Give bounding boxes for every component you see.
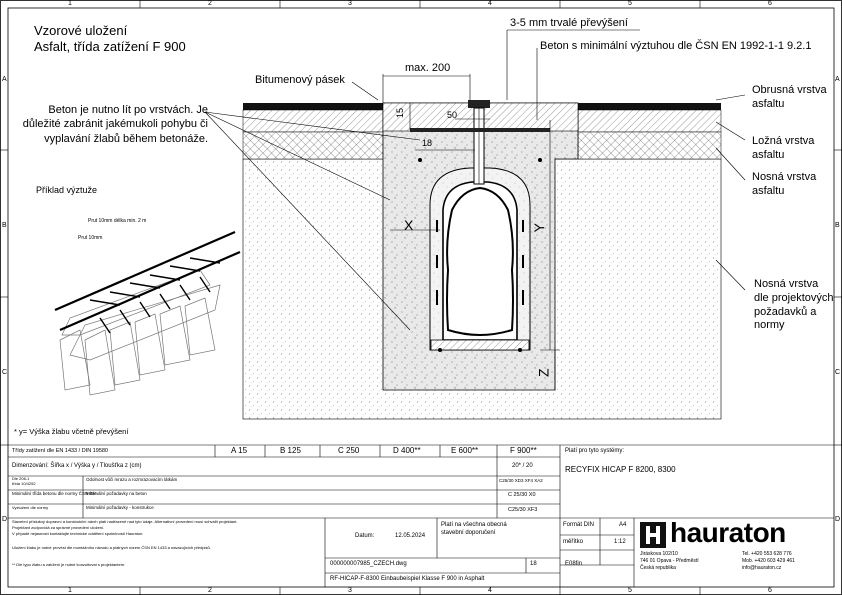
- concrete-note: Beton je nutno lít po vrstvách. Je důležité zabránit jakémukoli pohybu či vyplavání žlabů během betonáže.: [22, 104, 208, 145]
- channel-base: [431, 340, 529, 350]
- class-b125: B 125: [280, 446, 301, 455]
- row4-value: C 25/30 X0: [508, 492, 536, 498]
- subbase-label: Nosná vrstva dle projektových požadavků a normy: [754, 278, 834, 332]
- overhang-label: 3-5 mm trvalé převýšení: [510, 17, 628, 29]
- dim-15: 15: [395, 107, 406, 118]
- col-label-1: 1: [68, 0, 72, 7]
- row-label-c: C: [2, 369, 8, 376]
- valid-note: Platí na všechna obecná stavební doporučení: [441, 522, 507, 536]
- col-label-3-bottom: 3: [348, 587, 352, 594]
- note-3: V případě nejasností kontaktujte technické oddělení společnosti Hauraton.: [12, 531, 144, 536]
- class-c250: C 250: [338, 446, 360, 455]
- reference-code: E08fin: [565, 561, 583, 567]
- grating: [468, 100, 490, 108]
- reinforcement-bars: [55, 232, 240, 330]
- col-label-6-bottom: 6: [768, 587, 772, 594]
- row5-value: C25/30 XF3: [508, 507, 538, 513]
- col-label-1-bottom: 1: [68, 587, 72, 594]
- top-rebar: [410, 128, 550, 132]
- wearing-course-left: [243, 103, 383, 110]
- rebar-short-label: Prut 10mm: [78, 235, 103, 241]
- drawing-title-line2: Asfalt, třída zatížení F 900: [34, 39, 186, 54]
- binder-course-right: [578, 110, 721, 132]
- format-label: Formát DIN: [563, 522, 595, 528]
- hauraton-logo-mark: [640, 522, 666, 548]
- row4-label: Minimální třída betonu dle normy ČSN EN: [12, 491, 96, 496]
- company-email: info@hauraton.cz: [742, 565, 782, 571]
- channel-inner: [447, 188, 513, 335]
- date-label: Datum:: [355, 533, 375, 539]
- reinforcement-example-label: Příklad výztuže: [36, 185, 98, 195]
- reinforcement-sketch: [60, 270, 220, 395]
- format-value: A4: [619, 522, 627, 528]
- wearing-course-label: Obrusná vrstva asfaltu: [752, 84, 827, 110]
- base-course-right: [578, 132, 721, 159]
- dim-z: Z: [535, 368, 552, 377]
- base-course-label: Nosná vrstva asfaltu: [752, 171, 817, 197]
- class-f900: F 900**: [510, 446, 537, 455]
- row-label-d: D: [2, 516, 8, 523]
- dim-50: 50: [447, 110, 458, 120]
- footnote: * y= Výška žlabu včetně převýšení: [14, 427, 129, 436]
- drawing-title-footer: RF-HICAP-F-8300 Einbaubeispiel Klasse F 900 in Asphalt: [330, 576, 485, 582]
- f900-dimension-value: 20* / 20: [512, 463, 533, 469]
- dim-y: Y: [530, 223, 547, 233]
- col-label-4: 4: [488, 0, 492, 7]
- row4-text: Minimální požadavky na beton: [86, 491, 147, 496]
- row-label-a-right: A: [835, 76, 840, 83]
- company-mobile: Mob. +420 603 429 461: [742, 558, 795, 564]
- scale-value: 1:12: [614, 539, 626, 545]
- row-label-b: B: [2, 222, 7, 229]
- suitable-for-label: Platí pro tyto systémy:: [565, 448, 625, 454]
- company-address-1: Jiráskova 102/10: [640, 551, 678, 557]
- class-e600: E 600**: [451, 446, 479, 455]
- col-label-2: 2: [208, 0, 212, 7]
- binder-course-left: [243, 110, 383, 132]
- base-course-left: [243, 132, 383, 159]
- note-5: ** Dle typu žlabu a zatížení je nutné konzultovat s projektantem.: [12, 562, 126, 567]
- company-address-3: Česká republika: [640, 565, 676, 571]
- rebar-long-label: Prut 10mm délka min. 2 m: [88, 218, 147, 224]
- note-1: Stavební příslušný dopravní a konstrukční návrh platí nadřazeně nad tyto údaje. Alternativní provedení musí schválit projektant.: [12, 519, 238, 524]
- col-label-5: 5: [628, 0, 632, 7]
- row-label-a: A: [2, 76, 7, 83]
- class-d400: D 400**: [393, 446, 421, 455]
- sheet-number: 18: [530, 561, 537, 567]
- scale-label: měřítko: [563, 539, 584, 545]
- col-label-4-bottom: 4: [488, 587, 492, 594]
- col-label-5-bottom: 5: [628, 587, 632, 594]
- row5-text: Minimální požadavky - konstrukce: [86, 505, 154, 510]
- load-class-row-label: Třídy zatížení dle EN 1433 / DIN 19580: [12, 448, 108, 454]
- bitumen-tape-label: Bitumenový pásek: [255, 74, 345, 86]
- date-value: 12.05.2024: [395, 533, 426, 539]
- row-label-d-right: D: [835, 516, 841, 523]
- max-width-label: max. 200: [405, 62, 451, 74]
- company-tel: Tel. +420 553 628 776: [742, 551, 792, 557]
- row-small-4: Vyztužení dle normy: [12, 505, 49, 510]
- dimension-row-label: Dimenzování: Šířka x / Výška y / Tloušťka z (cm): [12, 463, 142, 469]
- row3-text: Odolnost vůči mrazu a rozmrazovacím látkám: [86, 477, 178, 482]
- col-label-2-bottom: 2: [208, 587, 212, 594]
- dim-18: 18: [422, 138, 433, 148]
- class-a15: A 15: [231, 446, 248, 455]
- binder-course-label: Ložná vrstva asfaltu: [752, 135, 815, 161]
- row-label-b-right: B: [835, 222, 840, 229]
- note-2: Projektant zodpovídá za správné provedení uložení.: [12, 525, 105, 530]
- systems-value: RECYFIX HICAP F 8200, 8300: [565, 465, 676, 474]
- row3-label-a: Dle 206-1: [12, 476, 30, 481]
- company-name: hauraton: [670, 517, 786, 548]
- drawing-number: 000000007985_CZECH.dwg: [330, 561, 407, 567]
- col-label-3: 3: [348, 0, 352, 7]
- company-address-2: 746 01 Opava - Předměstí: [640, 558, 699, 564]
- col-label-6: 6: [768, 0, 772, 7]
- wearing-course-right: [578, 103, 721, 110]
- note-4: Uložení žlabu je nutné provést dle montážního návodu a platných norem ČSN EN 1433 a navazujících předpisů.: [12, 545, 211, 550]
- dim-x: X: [404, 217, 414, 233]
- drawing-title-line1: Vzorové uložení: [34, 23, 128, 38]
- concrete-spec-label: Beton s minimální výztuhou dle ČSN EN 1992-1-1 9.2.1: [540, 40, 812, 52]
- row3-label-b: třída 10/4252: [12, 481, 36, 486]
- row-label-c-right: C: [835, 369, 841, 376]
- row3-value: C25/30 XD3 XF4 XA2: [499, 478, 543, 483]
